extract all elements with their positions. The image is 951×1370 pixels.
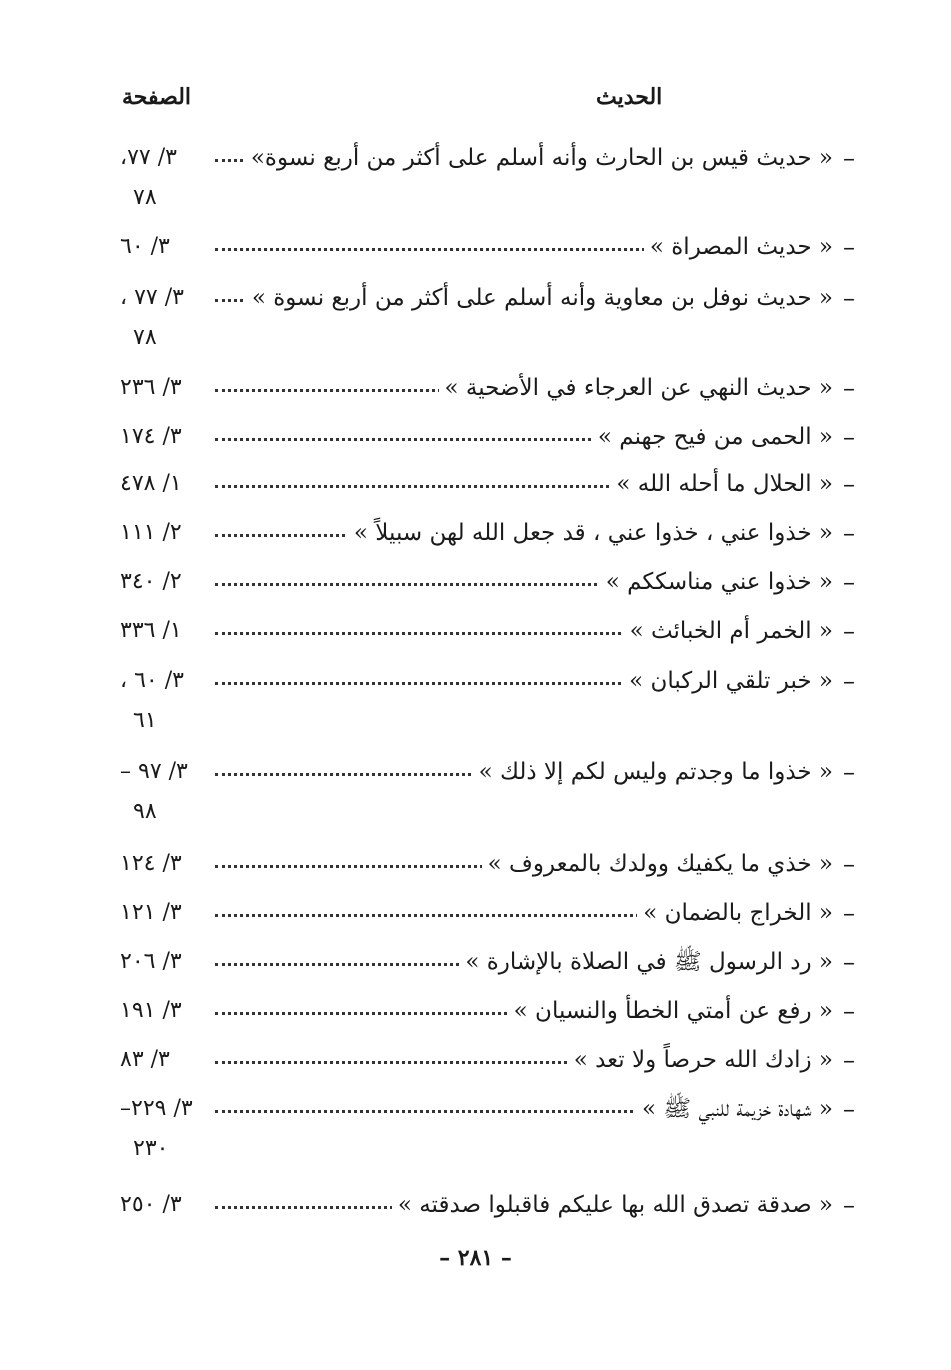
entry-dash: – <box>843 423 855 451</box>
page-reference: ١/ ٣٣٦ <box>120 616 188 646</box>
page-reference: ٣/ ٦٠ ، <box>120 666 190 696</box>
hadith-title: « حديث المصراة » <box>644 232 833 262</box>
page-reference: ١/ ٤٧٨ <box>120 469 188 499</box>
index-entry <box>110 616 855 646</box>
page-reference: ٣/ ٧٧، <box>120 143 183 173</box>
hadith-title: « حديث قيس بن الحارث وأنه أسلم على أكثر من أربع نسوة» <box>245 143 833 173</box>
page-reference: ٣/ ٨٣ <box>120 1045 176 1075</box>
index-entry <box>110 283 855 313</box>
entry-dash: – <box>843 1191 855 1219</box>
entry-dash: – <box>843 374 855 402</box>
entry-dash: – <box>843 758 855 786</box>
entry-dash: – <box>843 519 855 547</box>
index-entry <box>110 567 855 597</box>
hadith-title: « شهادة خزيمة للنبي ﷺ » <box>636 1094 833 1124</box>
hadith-title: « خبر تلقي الركبان » <box>623 666 833 696</box>
index-entry <box>110 422 855 452</box>
hadith-title: « الخراج بالضمان » <box>637 898 833 928</box>
entry-dash: – <box>843 1095 855 1123</box>
entry-dash: – <box>843 1046 855 1074</box>
index-entry <box>110 143 855 173</box>
index-entry <box>110 373 855 403</box>
page-reference: ٢/ ٣٤٠ <box>120 567 188 597</box>
entry-dash: – <box>843 233 855 261</box>
entry-dash: – <box>843 470 855 498</box>
hadith-title: « خذوا عني مناسككم » <box>600 567 833 597</box>
entry-dash: – <box>843 948 855 976</box>
index-entry <box>110 1190 855 1220</box>
hadith-title: « رد الرسول ﷺ في الصلاة بالإشارة » <box>459 947 833 977</box>
page-reference: ٣/ ١٢٤ <box>120 849 188 879</box>
entry-dash: – <box>843 667 855 695</box>
hadith-title: « خذوا عني ، خذوا عني ، قد جعل الله لهن سبيلاً » <box>348 518 833 548</box>
hadith-title: « خذي ما يكفيك وولدك بالمعروف » <box>482 849 833 879</box>
entry-dash: – <box>843 617 855 645</box>
page-reference-continuation: ٦١ <box>133 708 157 733</box>
entry-dash: – <box>843 997 855 1025</box>
hadith-title: « زادك الله حرصاً ولا تعد » <box>568 1045 833 1075</box>
page-reference: ٣/ ١٢١ <box>120 898 188 928</box>
hadith-title: « الخمر أم الخبائث » <box>624 616 833 646</box>
page-reference: ٣/ ٩٧ – <box>120 757 194 787</box>
page-reference: ٣/ ٢٠٦ <box>120 947 188 977</box>
hadith-title: « صدقة تصدق الله بها عليكم فاقبلوا صدقته » <box>392 1190 833 1220</box>
page-column-heading: الصفحة <box>122 84 192 110</box>
hadith-title: « الحلال ما أحله الله » <box>610 469 833 499</box>
page-reference: ٣/ ٢٣٦ <box>120 373 188 403</box>
page-reference: ٢/ ١١١ <box>120 518 188 548</box>
page-reference-continuation: ٢٣٠ <box>133 1136 169 1161</box>
hadith-title: « خذوا ما وجدتم وليس لكم إلا ذلك » <box>473 757 833 787</box>
entry-dash: – <box>843 568 855 596</box>
hadith-title: « الحمى من فيح جهنم » <box>592 422 833 452</box>
page-number: – ٢٨١ – <box>439 1245 512 1271</box>
index-entry <box>110 947 855 977</box>
index-entry <box>110 757 855 787</box>
page-reference: ٣/ ١٧٤ <box>120 422 188 452</box>
index-entry <box>110 1045 855 1075</box>
index-entry <box>110 666 855 696</box>
index-entry <box>110 232 855 262</box>
page-reference-continuation: ٩٨ <box>133 799 157 824</box>
hadith-title: « حديث النهي عن العرجاء في الأضحية » <box>439 373 833 403</box>
index-entry <box>110 898 855 928</box>
page-reference-continuation: ٧٨ <box>133 185 157 210</box>
page-reference: ٣/ ٢٢٩– <box>120 1094 199 1124</box>
entry-dash: – <box>843 899 855 927</box>
hadith-title: « رفع عن أمتي الخطأ والنسيان » <box>508 996 833 1026</box>
entry-dash: – <box>843 284 855 312</box>
page-reference-continuation: ٧٨ <box>133 325 157 350</box>
page-reference: ٣/ ١٩١ <box>120 996 188 1026</box>
hadith-column-heading: الحديث <box>596 84 663 110</box>
hadith-title: « حديث نوفل بن معاوية وأنه أسلم على أكثر من أربع نسوة » <box>246 283 833 313</box>
page-reference: ٣/ ٧٧ ، <box>120 283 190 313</box>
page-reference: ٣/ ٦٠ <box>120 232 176 262</box>
page-reference: ٣/ ٢٥٠ <box>120 1190 188 1220</box>
index-entry <box>110 469 855 499</box>
index-entry <box>110 849 855 879</box>
entry-dash: – <box>843 144 855 172</box>
index-entry <box>110 518 855 548</box>
index-entry <box>110 1094 855 1124</box>
index-entry <box>110 996 855 1026</box>
entry-dash: – <box>843 850 855 878</box>
index-header <box>110 84 850 124</box>
